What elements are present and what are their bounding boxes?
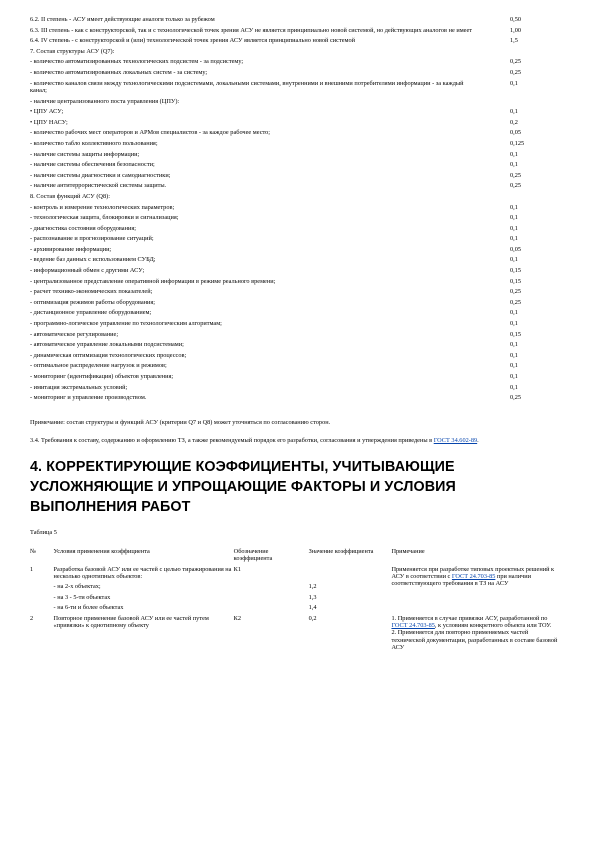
criteria-text: - количество каналов связи между технологическими подсистемами, локальными системами, внутренними и внешними потребителями информации - за каждый канал; bbox=[30, 79, 464, 94]
criteria-row bbox=[30, 161, 565, 168]
criteria-text: - диагностика состояния оборудования; bbox=[30, 224, 136, 232]
criteria-value: 0,2 bbox=[510, 118, 518, 126]
criteria-row bbox=[30, 193, 565, 200]
criteria-text: - количество автоматизированных технологических подсистем - за подсистему; bbox=[30, 58, 244, 66]
criteria-row bbox=[30, 48, 565, 55]
criteria-text: - автоматическое управление локальными подсистемами; bbox=[30, 341, 184, 349]
section-heading: 4. КОРРЕКТИРУЮЩИЕ КОЭФФИЦИЕНТЫ, УЧИТЫВАЮЩИЕ УСЛОЖНЯЮЩИЕ И УПРОЩАЮЩИЕ ФАКТОРЫ И УСЛОВИЯ ВЫПОЛНЕНИЯ РАБОТ bbox=[30, 458, 456, 515]
criteria-text: - мониторинг и управление производством. bbox=[30, 394, 147, 402]
paragraph-text: 3.4. Требования к составу, содержанию и оформлению ТЗ, а также рекомендуемый порядок его разработки, согласования и утверждения приведены в bbox=[30, 436, 434, 444]
row-number: 1 bbox=[30, 565, 34, 573]
criteria-row bbox=[30, 225, 565, 232]
criteria-row bbox=[30, 27, 565, 34]
criteria-text: - информационный обмен с другими АСУ; bbox=[30, 267, 145, 275]
criteria-text: - ведение баз данных с использованием СУБД; bbox=[30, 256, 156, 264]
criteria-row bbox=[30, 267, 565, 274]
criteria-value: 0,1 bbox=[510, 373, 518, 380]
criteria-text: • ЦПУ АСУ; bbox=[30, 108, 64, 116]
criteria-value: 0,25 bbox=[510, 68, 522, 76]
criteria-row bbox=[30, 37, 565, 44]
criteria-text: 6.4. IV степень - с конструкторской и (или) технологической точек зрения АСУ является принципиально новой системой bbox=[30, 37, 356, 45]
row-value bbox=[309, 566, 392, 584]
note-text-2: 2. Применяется для повторно применяемых частей технической документации, разработанных в составе базовой АСУ bbox=[391, 629, 558, 652]
note-text: 1. Применяется в случае привязки АСУ, разработанной по bbox=[391, 614, 548, 622]
gost-link[interactable]: ГОСТ 24.703-85 bbox=[391, 622, 435, 630]
criteria-value: 0,125 bbox=[510, 139, 525, 147]
header-conditions: Условия применения коэффициента bbox=[53, 547, 150, 555]
note-text-tail: , к условиям конкретного объекта или ТОУ. bbox=[434, 622, 552, 630]
criteria-value: 0,1 bbox=[510, 79, 518, 87]
criteria-value: 0,25 bbox=[510, 298, 522, 306]
criteria-value: 0,25 bbox=[510, 171, 522, 179]
row-condition: Разработка базовой АСУ или ее частей с целью тиражирования на несколько однотипных объектов: bbox=[53, 565, 232, 580]
criteria-value: 0,1 bbox=[510, 161, 518, 169]
criteria-value: 0,1 bbox=[510, 320, 518, 328]
criteria-value: 0,1 bbox=[510, 256, 518, 264]
criteria-text: 7. Состав структуры АСУ (Q7): bbox=[30, 47, 115, 55]
criteria-row bbox=[30, 129, 565, 136]
gost-link[interactable]: ГОСТ 34.602-89 bbox=[433, 436, 478, 444]
criteria-value: 0,15 bbox=[510, 330, 522, 338]
criteria-text: - дистанционное управление оборудованием; bbox=[30, 309, 152, 317]
criteria-text: - оптимальное распределение нагрузок и режимов; bbox=[30, 362, 167, 370]
criteria-value: 0,1 bbox=[510, 150, 518, 158]
criteria-row bbox=[30, 16, 565, 23]
header-note: Примечание bbox=[391, 547, 425, 555]
criteria-text: - имитация экстремальных условий; bbox=[30, 383, 128, 391]
criteria-row bbox=[30, 384, 565, 391]
criteria-text: - количество рабочих мест операторов и АРМов специалистов - за каждое рабочее место; bbox=[30, 129, 271, 137]
criteria-text: - наличие системы обеспечения безопасности; bbox=[30, 161, 155, 169]
document-page bbox=[30, 16, 565, 655]
criteria-text: - наличие системы защиты информации; bbox=[30, 150, 140, 158]
criteria-value: 0,1 bbox=[510, 309, 518, 317]
criteria-value: 0,1 bbox=[510, 383, 518, 391]
criteria-row bbox=[30, 341, 565, 348]
criteria-row bbox=[30, 58, 565, 65]
coefficients-table bbox=[30, 548, 565, 655]
criteria-value: 0,1 bbox=[510, 351, 518, 359]
criteria-text: - количество табло коллективного пользования; bbox=[30, 139, 158, 147]
criteria-text: - автоматическое регулирование; bbox=[30, 330, 119, 338]
table-row bbox=[30, 566, 565, 584]
table-caption: Таблица 5 bbox=[30, 528, 57, 536]
criteria-row bbox=[30, 352, 565, 359]
criteria-value: 0,05 bbox=[510, 129, 522, 137]
subrow-condition: - на 6-ти и более объектах bbox=[53, 604, 124, 612]
criteria-row bbox=[30, 288, 565, 295]
criteria-text: 8. Состав функций АСУ (Q8): bbox=[30, 192, 110, 200]
criteria-text: - динамическая оптимизация технологических процессов; bbox=[30, 351, 187, 359]
criteria-text: - контроль и измерение технологических параметров; bbox=[30, 203, 175, 211]
header-value: Значение коэффициента bbox=[308, 547, 374, 555]
subrow-condition: - на 3 - 5-ти объектах bbox=[53, 593, 111, 601]
row-condition: Повторное применение базовой АСУ или ее частей путем «привязки» к однотипному объекту bbox=[53, 614, 209, 630]
subrow-value: 1,4 bbox=[308, 604, 317, 612]
note-text-tail: при наличии соответствующего требования в ТЗ на АСУ bbox=[391, 573, 532, 588]
gost-paragraph bbox=[30, 437, 565, 445]
criteria-row bbox=[30, 278, 565, 285]
criteria-row bbox=[30, 69, 565, 76]
criteria-text: - наличие системы диагностики и самодиагностики; bbox=[30, 171, 171, 179]
criteria-value: 0,25 bbox=[510, 394, 522, 402]
criteria-text: - технологическая защита, блокировки и сигнализация; bbox=[30, 214, 179, 222]
table-row bbox=[30, 615, 565, 655]
criteria-row bbox=[30, 151, 565, 158]
criteria-row bbox=[30, 373, 565, 380]
criteria-row bbox=[30, 172, 565, 179]
row-number: 2 bbox=[30, 614, 34, 622]
criteria-value: 0,1 bbox=[510, 203, 518, 211]
criteria-value: 0,1 bbox=[510, 214, 518, 222]
criteria-value: 0,50 bbox=[510, 16, 522, 23]
criteria-row bbox=[30, 320, 565, 327]
criteria-value: 0,1 bbox=[510, 235, 518, 243]
criteria-row bbox=[30, 108, 565, 115]
criteria-text: 6.2. II степень - АСУ имеет действующие аналоги только за рубежом bbox=[30, 16, 215, 23]
criteria-row bbox=[30, 309, 565, 316]
header-number: № bbox=[30, 547, 37, 555]
row-designation: К1 bbox=[233, 565, 241, 573]
criteria-text: - архивирование информации; bbox=[30, 245, 112, 253]
criteria-value: 0,25 bbox=[510, 58, 522, 66]
criteria-text: - программно-логическое управление по технологическим алгоритмам; bbox=[30, 320, 222, 328]
gost-link[interactable]: ГОСТ 24.703-85 bbox=[451, 573, 496, 580]
criteria-value: 0,05 bbox=[510, 245, 522, 253]
criteria-value: 1,5 bbox=[510, 37, 518, 45]
criteria-row bbox=[30, 256, 565, 263]
criteria-row bbox=[30, 182, 565, 189]
table-header-row bbox=[30, 548, 565, 566]
criteria-row bbox=[30, 140, 565, 147]
subrow-value: 1,3 bbox=[308, 593, 317, 601]
criteria-row bbox=[30, 331, 565, 338]
criteria-row bbox=[30, 235, 565, 242]
criteria-row bbox=[30, 204, 565, 211]
criteria-value: 0,1 bbox=[510, 341, 518, 349]
criteria-text: - расчет технико-экономических показателей; bbox=[30, 288, 153, 296]
criteria-row bbox=[30, 299, 565, 306]
criteria-value: 0,15 bbox=[510, 277, 522, 285]
subrow-condition: - на 2-х объектах; bbox=[53, 583, 101, 591]
criteria-text: - оптимизация режимов работы оборудования; bbox=[30, 298, 156, 306]
criteria-row bbox=[30, 80, 565, 95]
row-designation: К2 bbox=[233, 614, 241, 622]
criteria-text: - централизованное представление оперативной информации в режиме реального времени; bbox=[30, 277, 276, 285]
criteria-row bbox=[30, 98, 565, 105]
criteria-text: - наличие антитеррористической системы защиты. bbox=[30, 182, 167, 190]
criteria-value: 0,1 bbox=[510, 362, 518, 370]
criteria-row bbox=[30, 246, 565, 253]
subrow-value: 1,2 bbox=[308, 583, 317, 591]
row-note bbox=[391, 566, 565, 615]
header-designation: Обозначение коэффициента bbox=[233, 547, 273, 563]
row-value: 0,2 bbox=[308, 614, 317, 622]
paragraph-tail: . bbox=[477, 436, 479, 444]
note-text: Применяется при разработке типовых проектных решений к АСУ в соответствии с bbox=[391, 565, 555, 580]
criteria-text: 6.3. III степень - как с конструкторской, так и с технологической точек зрения АСУ не является принципиально новой системой, но действующих аналогов не имеет bbox=[30, 26, 473, 34]
criteria-value: 0,1 bbox=[510, 224, 518, 232]
row-note bbox=[391, 615, 565, 655]
structure-note: Примечание: состав структуры и функций АСУ (критерии Q7 и Q8) может уточняться по согласованию сторон. bbox=[30, 418, 331, 426]
criteria-value: 1,00 bbox=[510, 26, 522, 34]
criteria-row bbox=[30, 119, 565, 126]
criteria-text: - распознавание и прогнозирование ситуаций; bbox=[30, 235, 154, 243]
criteria-value: 0,25 bbox=[510, 288, 522, 296]
criteria-value: 0,1 bbox=[510, 108, 518, 116]
criteria-value: 0,15 bbox=[510, 267, 522, 275]
criteria-row bbox=[30, 362, 565, 369]
criteria-text: - количество автоматизированных локальных систем - за систему; bbox=[30, 68, 208, 76]
criteria-value: 0,25 bbox=[510, 182, 522, 190]
criteria-row bbox=[30, 214, 565, 221]
criteria-row bbox=[30, 394, 565, 401]
criteria-list bbox=[30, 16, 565, 405]
criteria-text: - мониторинг (идентификация) объектов управления; bbox=[30, 373, 174, 380]
criteria-text: • ЦПУ НАСУ; bbox=[30, 118, 68, 126]
criteria-text: - наличие централизованного поста управления (ЦПУ): bbox=[30, 97, 180, 105]
